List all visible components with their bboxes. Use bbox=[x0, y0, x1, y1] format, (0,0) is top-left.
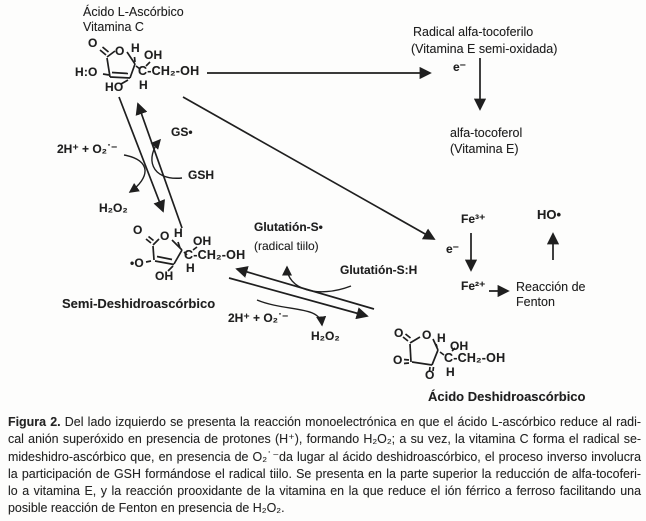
arrow-superoxide-to-peroxide-left bbox=[124, 155, 145, 192]
semi-carbonyl-oxygen: O bbox=[133, 223, 143, 237]
semi-ring-hydrogen: H bbox=[174, 226, 183, 240]
ascorbic-ring-hydrogen: H bbox=[131, 41, 140, 55]
semi-ring-oxygen: O bbox=[160, 229, 170, 243]
arrow-gsh-to-gs-radical bbox=[152, 140, 182, 178]
dehydro-carbonyl-oxygen-bottom: O bbox=[425, 368, 435, 382]
ascorbic-side-chain: C-CH₂-OH bbox=[138, 64, 200, 78]
ascorbic-title-line1: Ácido L-Ascórbico bbox=[83, 5, 184, 19]
semi-chain-hydrogen: H bbox=[186, 261, 195, 275]
caption-line-1-text: Del lado izquierdo se presenta la reacción monoelectrónica en que el ácido L-ascórbico reduce al radi- bbox=[60, 415, 641, 429]
semi-bottom-hydroxyl: OH bbox=[155, 269, 174, 283]
dehydro-carbonyl-oxygen-left: O bbox=[393, 353, 403, 367]
semi-radical-oxygen: •O bbox=[130, 256, 144, 270]
ascorbic-chain-hydrogen: H bbox=[139, 78, 148, 92]
caption-figure-tag: Figura 2. bbox=[8, 415, 61, 429]
caption-line-2: cal anión superóxido en presencia de protones (H⁺), formando H₂O₂; a su vez, la vitamina C forma el radical se- bbox=[8, 432, 641, 447]
tocoferol-line1: alfa-tocoferol bbox=[450, 126, 523, 140]
dehydro-carbonyl-oxygen-top: O bbox=[394, 326, 404, 340]
glutathione-label: Glutatión-S:H bbox=[340, 263, 418, 277]
peroxide-label-left: H₂O₂ bbox=[99, 201, 128, 215]
semi-side-hydroxyl: OH bbox=[193, 234, 212, 248]
fenton-reaction-line1: Reacción de bbox=[516, 280, 586, 294]
semi-side-chain: C-CH₂-OH bbox=[184, 248, 246, 262]
ascorbic-carbonyl-oxygen: O bbox=[88, 36, 98, 50]
caption-line-5: lo a vitamina E, y la reacción prooxidante de la vitamina en la que reduce el ión férrico a ferroso facilitando una bbox=[8, 484, 641, 498]
tocoferilo-line2: (Vitamina E semi-oxidada) bbox=[411, 42, 558, 56]
superoxide-label-center: 2H⁺ + O₂˙⁻ bbox=[228, 311, 289, 325]
figure-caption bbox=[8, 414, 641, 518]
caption-line-4: la participación de GSH formándose el radical tiilo. Se presenta en la parte superior la reducción de alfa-tocoferi- bbox=[8, 466, 641, 481]
ascorbic-title-line2: Vitamina C bbox=[83, 20, 144, 34]
ascorbic-side-hydroxyl: OH bbox=[144, 48, 163, 62]
semidehydro-name: Semi-Deshidroascórbico bbox=[62, 296, 216, 311]
fenton-reaction-line2: Fenton bbox=[516, 295, 555, 309]
caption-line-1 bbox=[8, 414, 641, 431]
tocoferol-line2: (Vitamina E) bbox=[450, 142, 519, 156]
tocoferilo-line1: Radical alfa-tocoferilo bbox=[413, 25, 534, 39]
fe2-label: Fe²⁺ bbox=[461, 279, 486, 293]
caption-line-6: posible reacción de Fenton en presencia de H₂O₂. bbox=[8, 501, 285, 516]
caption-line-3: mideshidro-ascórbico que, en presencia de O₂˙⁻da lugar al ácido deshidroascórbico, el proceso inverso involucra bbox=[8, 449, 641, 464]
thiyl-radical-note: (radical tiilo) bbox=[254, 239, 319, 253]
dehydro-ring-hydrogen: H bbox=[437, 331, 446, 345]
glutathione-radical-label: Glutatión-S• bbox=[254, 220, 323, 234]
ascorbic-bottom-hydroxyl: HO bbox=[105, 80, 124, 94]
dehydro-side-hydroxyl: OH bbox=[450, 339, 469, 353]
dehydro-ring-oxygen: O bbox=[422, 328, 432, 342]
dehydro-side-chain: C-CH₂-OH bbox=[444, 351, 506, 365]
dehydro-chain-hydrogen: H bbox=[446, 365, 455, 379]
ascorbic-enol-hydroxyl: H:O bbox=[75, 65, 98, 79]
ascorbic-ring-oxygen: O bbox=[115, 44, 125, 58]
gsh-label: GSH bbox=[188, 168, 215, 182]
electron-label-top: e⁻ bbox=[453, 60, 467, 74]
peroxide-label-center: H₂O₂ bbox=[311, 329, 340, 343]
gs-radical-label: GS• bbox=[171, 125, 193, 139]
dehydro-name: Ácido Deshidroascórbico bbox=[428, 389, 586, 404]
superoxide-label-left: 2H⁺ + O₂˙⁻ bbox=[57, 142, 118, 156]
electron-label-iron: e⁻ bbox=[446, 242, 460, 256]
hydroxyl-radical-label: HO• bbox=[537, 207, 562, 222]
fe3-label: Fe³⁺ bbox=[461, 212, 486, 226]
arrow-electron-to-iron bbox=[183, 97, 434, 239]
